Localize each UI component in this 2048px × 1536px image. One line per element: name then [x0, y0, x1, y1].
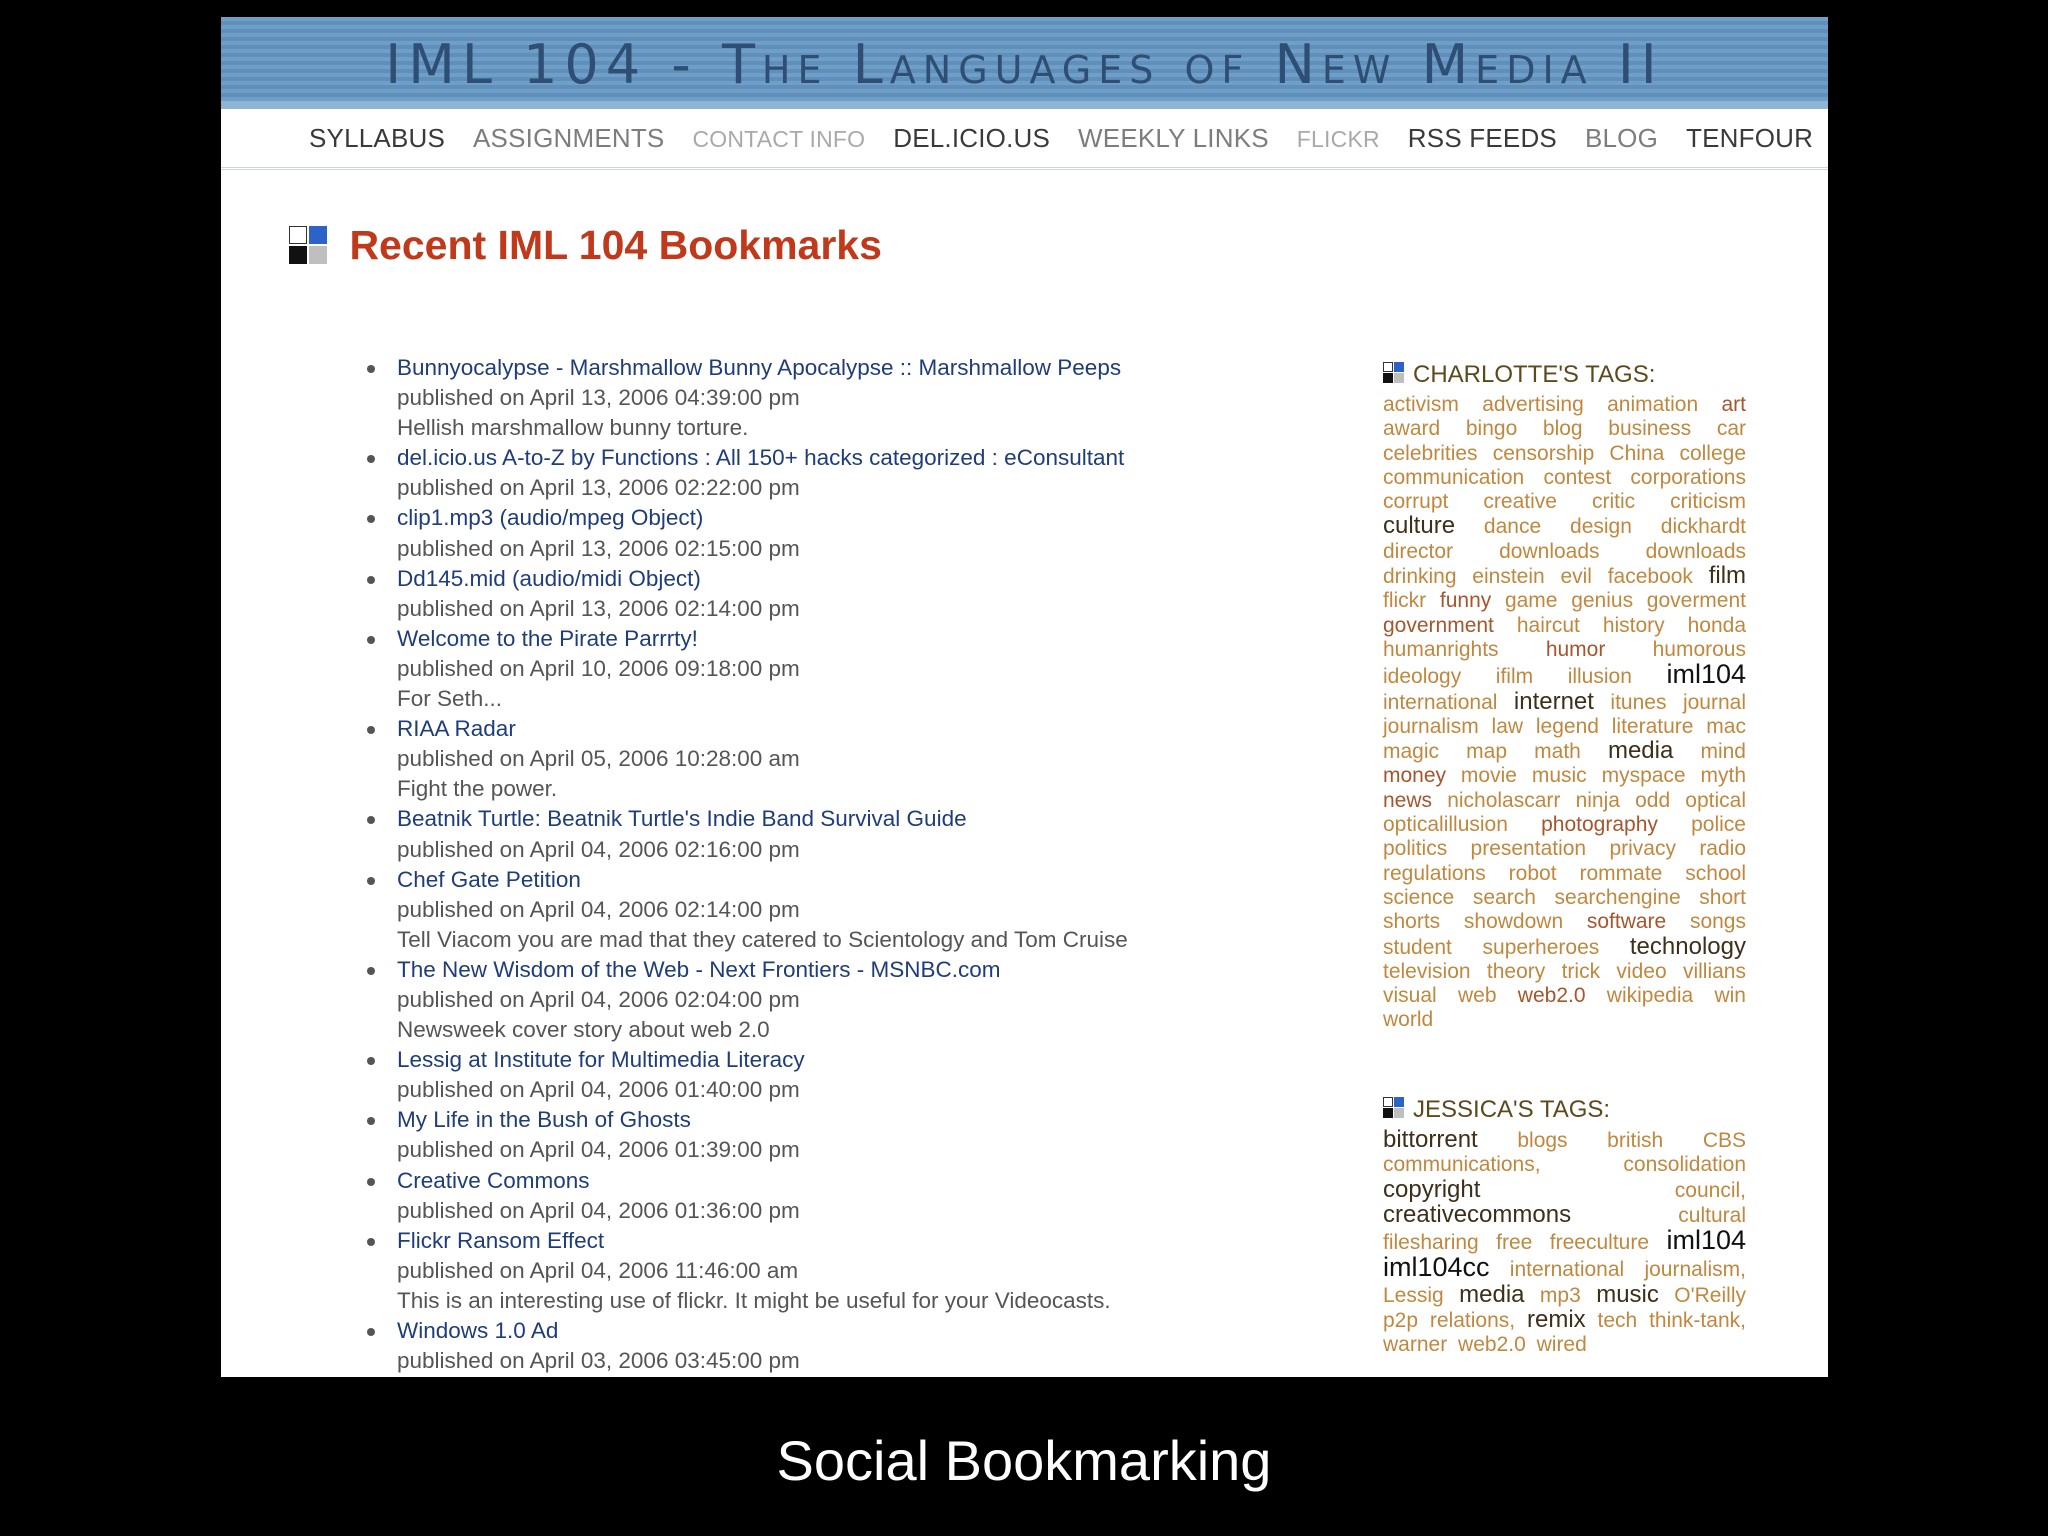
bookmark-description: Tell Viacom you are mad that they catered to Scientology and Tom Cruise [397, 926, 1128, 952]
tag-link[interactable]: searchengine [1554, 885, 1681, 909]
tag-link[interactable]: media [1607, 737, 1674, 765]
webpage [221, 17, 1828, 1377]
tag-link[interactable]: blogs [1517, 1129, 1568, 1152]
top-navigation [221, 109, 1828, 170]
delicious-icon [1383, 362, 1405, 384]
tag-link[interactable]: regulations [1383, 861, 1486, 885]
tag-link[interactable]: media [1459, 1280, 1525, 1308]
bookmark-item [361, 503, 1361, 563]
nav-item-weekly-links[interactable]: WEEKLY LINKS [1078, 123, 1269, 153]
bookmark-item [361, 714, 1361, 804]
tag-link[interactable]: shorts [1383, 910, 1441, 934]
tag-link[interactable]: Lessig [1383, 1283, 1444, 1307]
tag-link[interactable]: director [1383, 539, 1454, 563]
bookmark-link[interactable]: Dd145.mid (audio/midi Object) [397, 565, 701, 591]
tag-link[interactable]: O'Reilly [1674, 1283, 1746, 1307]
jessica-tag-cloud [1383, 1128, 1751, 1358]
bookmark-description: This is an interesting use of flickr. It might be useful for your Videocasts. [397, 1287, 1111, 1313]
tag-link[interactable]: downloads [1499, 539, 1600, 563]
tag-link[interactable]: honda [1687, 613, 1747, 637]
bookmark-item [361, 564, 1361, 624]
tag-link[interactable]: critic [1591, 490, 1636, 514]
tag-link[interactable]: funny [1439, 589, 1492, 613]
bookmark-item [361, 955, 1361, 1045]
tag-link[interactable]: television [1383, 959, 1471, 983]
tag-link[interactable]: optical [1685, 788, 1746, 812]
tag-link[interactable]: politics [1383, 837, 1448, 861]
tag-link[interactable]: internet [1513, 687, 1594, 715]
tag-link[interactable]: China [1609, 441, 1665, 465]
tag-link[interactable]: journalism [1383, 714, 1479, 738]
tag-link[interactable]: free [1496, 1231, 1533, 1255]
tag-link[interactable]: blog [1542, 417, 1583, 441]
bookmark-date: published on April 03, 2006 03:45:00 pm [397, 1348, 800, 1374]
charlotte-tags-heading [1383, 361, 1751, 389]
bookmark-item [361, 624, 1361, 714]
tag-link[interactable]: einstein [1472, 565, 1545, 589]
charlotte-tag-cloud [1383, 393, 1751, 1033]
tag-link[interactable]: mind [1700, 740, 1746, 764]
tag-link[interactable]: myth [1700, 764, 1747, 788]
tag-link[interactable]: flickr [1383, 589, 1427, 613]
bookmark-date: published on April 04, 2006 02:14:00 pm [397, 896, 800, 922]
bookmark-link[interactable]: Windows 1.0 Ad [397, 1318, 559, 1343]
tag-link[interactable]: CBS [1702, 1129, 1747, 1152]
tag-link[interactable]: trick [1561, 959, 1601, 983]
jessica-tags-heading [1383, 1096, 1751, 1124]
tag-link[interactable]: contest [1543, 465, 1612, 489]
nav-item-assignments[interactable]: ASSIGNMENTS [473, 123, 665, 153]
tag-link[interactable]: iml104 [1666, 659, 1746, 690]
tag-link[interactable]: software [1586, 910, 1667, 934]
bookmark-description: Fight the power. [397, 776, 558, 802]
tag-link[interactable]: iml104 [1666, 1225, 1746, 1256]
tag-link[interactable]: ideology [1383, 665, 1462, 689]
tag-link[interactable]: math [1534, 740, 1581, 764]
tag-link[interactable]: web2.0 [1458, 1333, 1526, 1357]
tag-link[interactable]: robot [1508, 861, 1557, 885]
jessica-tags-section [1383, 1096, 1751, 1358]
tag-link[interactable]: ninja [1575, 788, 1620, 812]
tag-link[interactable]: genius [1571, 589, 1634, 613]
tag-link[interactable]: search [1472, 885, 1536, 909]
tag-link[interactable]: animation [1607, 393, 1699, 416]
charlotte-tags-title: CHARLOTTE'S TAGS: [1413, 361, 1656, 388]
bookmark-date: published on April 04, 2006 02:04:00 pm [397, 986, 800, 1012]
tag-link[interactable]: think-tank, [1649, 1309, 1746, 1333]
tag-link[interactable]: science [1383, 885, 1455, 909]
tag-link[interactable]: college [1679, 441, 1747, 465]
tag-link[interactable]: corrupt [1383, 490, 1449, 514]
tag-link[interactable]: creative [1483, 490, 1557, 514]
tag-link[interactable]: international [1383, 690, 1498, 714]
tag-link[interactable]: car [1716, 417, 1746, 441]
tag-link[interactable]: communications, [1383, 1153, 1541, 1177]
tag-link[interactable]: culture [1383, 512, 1456, 540]
bookmark-date: published on April 13, 2006 04:39:00 pm [397, 385, 800, 411]
tag-link[interactable]: communication [1383, 465, 1525, 489]
tag-link[interactable]: short [1699, 885, 1746, 909]
tag-link[interactable]: criticism [1670, 490, 1746, 514]
tag-link[interactable]: censorship [1492, 441, 1595, 465]
tag-link[interactable]: british [1607, 1129, 1664, 1152]
tag-link[interactable]: goverment [1646, 589, 1746, 613]
tag-link[interactable]: bingo [1465, 417, 1518, 441]
tag-link[interactable]: humorous [1652, 637, 1746, 661]
tag-link[interactable]: advertising [1482, 393, 1584, 416]
bookmark-item [361, 1316, 1361, 1376]
bookmark-link[interactable]: Flickr Ransom Effect [397, 1227, 605, 1253]
tag-link[interactable]: win [1714, 984, 1746, 1008]
nav-item-flickr[interactable]: FLICKR [1296, 126, 1380, 152]
tag-link[interactable]: evil [1560, 565, 1592, 589]
bookmark-description: Newsweek cover story about web 2.0 [397, 1017, 770, 1043]
tag-link[interactable]: odd [1635, 788, 1671, 812]
tag-link[interactable]: corporations [1630, 465, 1746, 489]
bookmark-item [361, 1226, 1361, 1316]
nav-item-blog[interactable]: BLOG [1584, 123, 1659, 153]
tag-link[interactable]: consolidation [1623, 1153, 1746, 1177]
bookmark-link[interactable]: RIAA Radar [397, 716, 516, 742]
delicious-icon [1383, 1097, 1405, 1119]
bookmark-item [361, 1105, 1361, 1165]
bookmark-description: For Seth... [397, 686, 503, 712]
tag-link[interactable]: villians [1682, 959, 1746, 983]
tag-link[interactable]: news [1383, 788, 1433, 812]
tag-link[interactable]: literature [1611, 714, 1694, 738]
tag-link[interactable]: visual [1383, 984, 1437, 1008]
bookmark-item [361, 1166, 1361, 1226]
bookmark-date: published on April 04, 2006 01:36:00 pm [397, 1197, 800, 1223]
bookmark-description: Hellish marshmallow bunny torture. [397, 415, 749, 441]
tag-link[interactable]: haircut [1516, 613, 1580, 637]
bookmark-item [361, 804, 1361, 864]
tag-link[interactable]: showdown [1463, 910, 1564, 934]
tag-link[interactable]: tech [1597, 1309, 1638, 1333]
tag-link[interactable]: bittorrent [1383, 1126, 1478, 1153]
tag-link[interactable]: wikipedia [1606, 984, 1694, 1008]
site-banner [221, 17, 1828, 109]
tag-link[interactable]: myspace [1601, 764, 1686, 788]
tag-link[interactable]: humanrights [1383, 637, 1499, 661]
tag-link[interactable]: downloads [1645, 539, 1746, 563]
tag-link[interactable]: school [1685, 861, 1746, 885]
tag-link[interactable]: cultural [1678, 1203, 1746, 1227]
tag-link[interactable]: magic [1383, 740, 1440, 764]
tag-link[interactable]: itunes [1610, 690, 1667, 714]
tag-link[interactable]: songs [1689, 910, 1746, 934]
tag-link[interactable]: freeculture [1549, 1231, 1650, 1255]
bookmark-link[interactable]: Bunnyocalypse - Marshmallow Bunny Apocalypse :: Marshmallow Peeps [397, 355, 1122, 380]
tag-link[interactable]: web [1457, 984, 1497, 1008]
tag-link[interactable]: rommate [1579, 861, 1663, 885]
tag-link[interactable]: student [1383, 935, 1452, 959]
tag-link[interactable]: council, [1674, 1178, 1746, 1202]
bookmark-date: published on April 04, 2006 01:39:00 pm [397, 1137, 800, 1163]
tag-link[interactable]: art [1721, 393, 1747, 416]
bookmark-link[interactable]: del.icio.us A-to-Z by Functions : All 150+ hacks categorized : eConsultant [397, 445, 1125, 471]
bookmark-link[interactable]: Beatnik Turtle: Beatnik Turtle's Indie Band Survival Guide [397, 806, 967, 832]
tag-link[interactable]: presentation [1470, 837, 1587, 861]
tag-link[interactable]: technology [1629, 932, 1746, 960]
tag-link[interactable]: remix [1526, 1306, 1586, 1334]
tag-link[interactable]: filesharing [1383, 1231, 1479, 1255]
bookmark-date: published on April 05, 2006 10:28:00 am [397, 746, 800, 772]
tag-link[interactable]: privacy [1609, 837, 1676, 861]
tag-link[interactable]: iml104cc [1383, 1252, 1490, 1283]
bookmark-date: published on April 04, 2006 11:46:00 am [397, 1257, 799, 1283]
bookmark-item [361, 865, 1361, 955]
tag-link[interactable]: illusion [1567, 665, 1632, 689]
bookmark-date: published on April 10, 2006 09:18:00 pm [397, 655, 800, 681]
tag-link[interactable]: nicholascarr [1447, 788, 1561, 812]
bookmark-item [361, 443, 1361, 503]
bookmark-date: published on April 13, 2006 02:15:00 pm [397, 535, 800, 561]
jessica-tags-title: JESSICA'S TAGS: [1413, 1096, 1611, 1123]
tag-link[interactable]: dance [1483, 515, 1542, 539]
tag-link[interactable]: theory [1486, 959, 1546, 983]
tag-link[interactable]: police [1691, 813, 1746, 837]
tag-link[interactable]: dickhardt [1660, 515, 1746, 539]
tag-link[interactable]: business [1608, 417, 1692, 441]
tag-link[interactable]: award [1383, 417, 1441, 441]
bookmark-link[interactable]: Chef Gate Petition [397, 866, 581, 892]
nav-item-del-icio-us[interactable]: DEL.ICIO.US [893, 123, 1051, 153]
bookmark-date: published on April 04, 2006 02:16:00 pm [397, 836, 800, 862]
tag-link[interactable]: game [1504, 589, 1558, 613]
tag-link[interactable]: movie [1460, 764, 1517, 788]
nav-list [309, 123, 1828, 154]
bookmark-list [361, 353, 1361, 1376]
tag-link[interactable]: opticalillusion [1383, 813, 1508, 837]
bookmark-link[interactable]: Creative Commons [397, 1167, 590, 1193]
tag-link[interactable]: mac [1706, 714, 1746, 738]
tag-link[interactable]: relations, [1429, 1309, 1516, 1333]
tag-link[interactable]: activism [1383, 393, 1459, 416]
tag-link[interactable]: celebrities [1383, 441, 1478, 465]
tag-link[interactable]: web2.0 [1517, 984, 1586, 1008]
tag-link[interactable]: drinking [1383, 565, 1457, 589]
tag-link[interactable]: legend [1535, 714, 1599, 738]
tag-link[interactable]: law [1491, 714, 1524, 738]
tag-link[interactable]: photography [1541, 813, 1658, 837]
nav-item-tenfour[interactable]: TENFOUR [1686, 123, 1814, 153]
bookmark-link[interactable]: Welcome to the Pirate Parrrty! [397, 625, 698, 651]
tag-link[interactable]: ifilm [1495, 665, 1534, 689]
bookmark-date: published on April 13, 2006 02:14:00 pm [397, 595, 800, 621]
tag-link[interactable]: history [1602, 613, 1665, 637]
bookmark-link[interactable]: My Life in the Bush of Ghosts [397, 1107, 691, 1133]
tag-link[interactable]: superheroes [1482, 935, 1600, 959]
tag-link[interactable]: design [1570, 515, 1632, 539]
bookmark-link[interactable]: The New Wisdom of the Web - Next Frontiers - MSNBC.com [397, 956, 1001, 982]
tag-link[interactable]: mp3 [1539, 1283, 1581, 1307]
nav-item-syllabus[interactable]: SYLLABUS [309, 123, 446, 153]
tag-link[interactable]: world [1383, 1008, 1434, 1032]
tag-link[interactable]: p2p [1383, 1309, 1419, 1333]
tag-link[interactable]: wired [1536, 1333, 1587, 1357]
tag-link[interactable]: radio [1699, 837, 1747, 861]
delicious-icon [289, 226, 329, 266]
tag-link[interactable]: music [1596, 1280, 1659, 1308]
tag-link[interactable]: video [1616, 959, 1667, 983]
slide-caption: Social Bookmarking [776, 1429, 1272, 1492]
charlotte-tags-section [1383, 361, 1751, 1033]
tag-link[interactable]: facebook [1607, 565, 1693, 589]
bookmark-link[interactable]: clip1.mp3 (audio/mpeg Object) [397, 505, 704, 531]
tag-link[interactable]: copyright [1383, 1175, 1481, 1203]
nav-item-rss-feeds[interactable]: RSS FEEDS [1407, 123, 1557, 153]
tag-link[interactable]: creativecommons [1383, 1200, 1572, 1228]
tag-link[interactable]: film [1708, 562, 1747, 590]
tag-link[interactable]: government [1383, 613, 1494, 637]
bookmark-item [361, 1045, 1361, 1105]
tag-link[interactable]: humor [1545, 637, 1606, 661]
bookmark-date: published on April 13, 2006 02:22:00 pm [397, 475, 800, 501]
tag-link[interactable]: warner [1383, 1333, 1448, 1357]
page-heading [289, 222, 882, 269]
page-title: Recent IML 104 Bookmarks [349, 222, 882, 268]
bookmark-link[interactable]: Lessig at Institute for Multimedia Literacy [397, 1047, 805, 1073]
tag-link[interactable]: money [1383, 764, 1447, 788]
bookmark-item [361, 353, 1361, 443]
tag-link[interactable]: music [1531, 764, 1587, 788]
tag-link[interactable]: international [1509, 1258, 1625, 1282]
tag-link[interactable]: journalism, [1644, 1258, 1746, 1282]
tag-link[interactable]: map [1466, 740, 1508, 764]
site-title: IML 104 - The Languages of New Media II [385, 33, 1664, 96]
nav-item-contact-info[interactable]: CONTACT INFO [692, 126, 866, 152]
tag-link[interactable]: journal [1682, 690, 1746, 714]
bookmark-date: published on April 04, 2006 01:40:00 pm [397, 1077, 800, 1103]
